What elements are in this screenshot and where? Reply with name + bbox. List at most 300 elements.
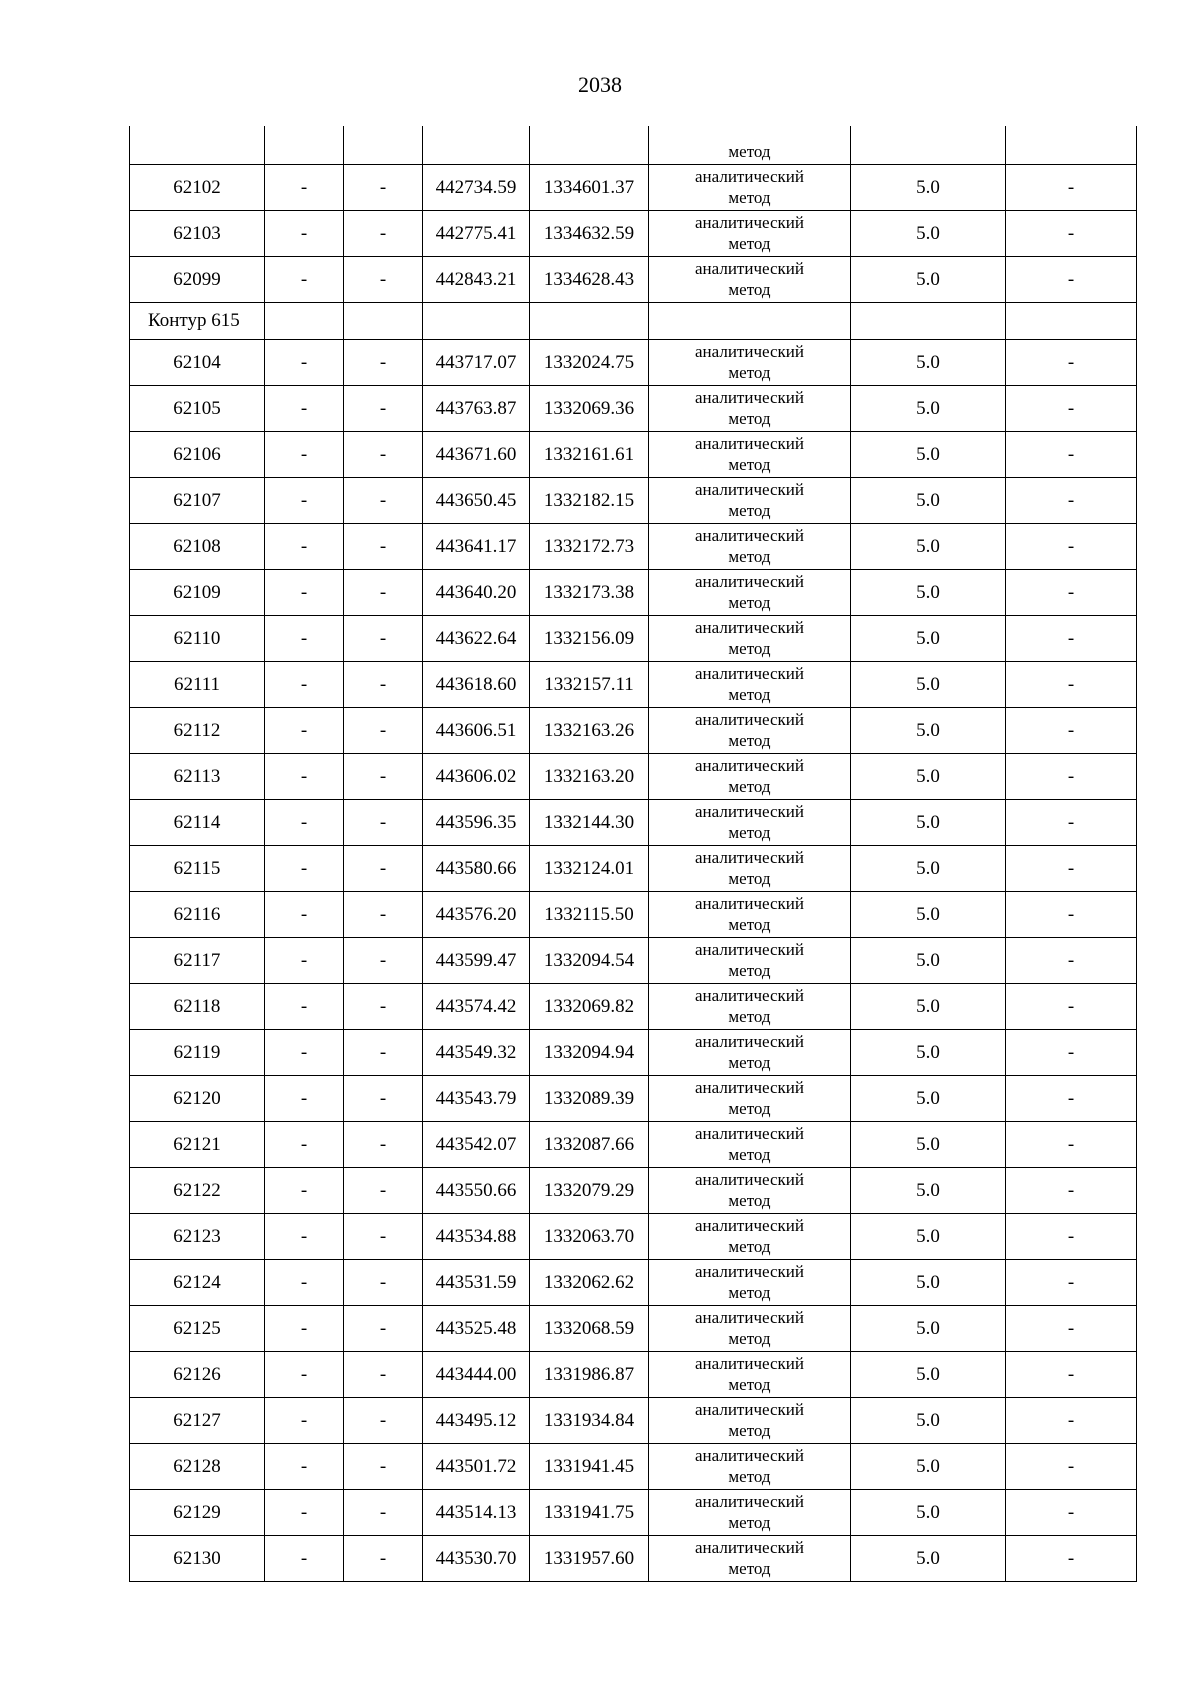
cell-empty xyxy=(1006,302,1137,339)
table-row xyxy=(130,431,1137,477)
cell-accuracy: 5.0 xyxy=(851,164,1006,210)
cell-col2: - xyxy=(265,523,344,569)
cell-method xyxy=(649,1351,851,1397)
cell-col2: - xyxy=(265,983,344,1029)
cell-point-id: 62130 xyxy=(130,1535,265,1581)
cell-col8: - xyxy=(1006,1167,1137,1213)
cell-x: 443596.35 xyxy=(423,799,530,845)
method-line-2: метод xyxy=(728,280,771,299)
cell-method xyxy=(649,1075,851,1121)
cell-method xyxy=(649,753,851,799)
cell-col2: - xyxy=(265,569,344,615)
cell-accuracy: 5.0 xyxy=(851,1489,1006,1535)
cell-y: 1334628.43 xyxy=(530,256,649,302)
table-row xyxy=(130,1535,1137,1581)
cell-y: 1332062.62 xyxy=(530,1259,649,1305)
method-line-1: аналитический xyxy=(695,940,804,959)
method-line-1: аналитический xyxy=(695,710,804,729)
cell-col2: - xyxy=(265,615,344,661)
table-row xyxy=(130,615,1137,661)
cell-col8: - xyxy=(1006,1121,1137,1167)
cell-x: 443550.66 xyxy=(423,1167,530,1213)
cell-col8: - xyxy=(1006,385,1137,431)
cell-col8: - xyxy=(1006,569,1137,615)
method-line-2: метод xyxy=(728,685,771,704)
cell-point-id: 62127 xyxy=(130,1397,265,1443)
cell-empty xyxy=(1006,126,1137,164)
cell-col2: - xyxy=(265,1443,344,1489)
method-line-1: аналитический xyxy=(695,618,804,637)
cell-y: 1332172.73 xyxy=(530,523,649,569)
cell-y: 1332163.20 xyxy=(530,753,649,799)
cell-col2: - xyxy=(265,477,344,523)
cell-method: метод xyxy=(649,126,851,164)
cell-y: 1332079.29 xyxy=(530,1167,649,1213)
cell-accuracy: 5.0 xyxy=(851,477,1006,523)
cell-col3: - xyxy=(344,1213,423,1259)
cell-y: 1332069.82 xyxy=(530,983,649,1029)
table-row xyxy=(130,1397,1137,1443)
cell-method xyxy=(649,937,851,983)
cell-col3: - xyxy=(344,339,423,385)
cell-col3: - xyxy=(344,477,423,523)
method-line-1: аналитический xyxy=(695,1492,804,1511)
cell-accuracy: 5.0 xyxy=(851,661,1006,707)
method-line-2: метод xyxy=(728,639,771,658)
cell-x: 443622.64 xyxy=(423,615,530,661)
method-line-1: аналитический xyxy=(695,1170,804,1189)
method-line-1: аналитический xyxy=(695,1400,804,1419)
cell-col8: - xyxy=(1006,1213,1137,1259)
cell-y: 1332144.30 xyxy=(530,799,649,845)
table-row xyxy=(130,477,1137,523)
cell-col2: - xyxy=(265,1121,344,1167)
cell-method xyxy=(649,477,851,523)
method-line-1: аналитический xyxy=(695,1308,804,1327)
cell-x: 443530.70 xyxy=(423,1535,530,1581)
cell-col8: - xyxy=(1006,891,1137,937)
cell-col3: - xyxy=(344,707,423,753)
cell-y: 1332161.61 xyxy=(530,431,649,477)
cell-method xyxy=(649,1259,851,1305)
table-row xyxy=(130,339,1137,385)
method-line-2: метод xyxy=(728,593,771,612)
cell-empty xyxy=(649,302,851,339)
table-row xyxy=(130,891,1137,937)
cell-col8: - xyxy=(1006,1351,1137,1397)
cell-method xyxy=(649,983,851,1029)
cell-empty xyxy=(851,302,1006,339)
cell-y: 1332173.38 xyxy=(530,569,649,615)
method-line-1: аналитический xyxy=(695,1538,804,1557)
cell-col8: - xyxy=(1006,661,1137,707)
cell-accuracy: 5.0 xyxy=(851,256,1006,302)
method-line-1: аналитический xyxy=(695,259,804,278)
method-line-2: метод xyxy=(728,1421,771,1440)
cell-point-id: 62119 xyxy=(130,1029,265,1075)
cell-accuracy: 5.0 xyxy=(851,1443,1006,1489)
cell-empty xyxy=(344,302,423,339)
cell-method xyxy=(649,845,851,891)
cell-col3: - xyxy=(344,431,423,477)
cell-col3: - xyxy=(344,385,423,431)
cell-col2: - xyxy=(265,845,344,891)
cell-col2: - xyxy=(265,1535,344,1581)
cell-col8: - xyxy=(1006,1259,1137,1305)
cell-x: 443640.20 xyxy=(423,569,530,615)
cell-point-id: 62118 xyxy=(130,983,265,1029)
cell-x: 443717.07 xyxy=(423,339,530,385)
coordinates-table xyxy=(129,126,1137,1582)
table-row xyxy=(130,983,1137,1029)
cell-col3: - xyxy=(344,1351,423,1397)
cell-col3: - xyxy=(344,1535,423,1581)
cell-col8: - xyxy=(1006,523,1137,569)
page-number: 2038 xyxy=(578,72,622,97)
cell-empty xyxy=(530,126,649,164)
cell-col2: - xyxy=(265,891,344,937)
cell-col3: - xyxy=(344,661,423,707)
cell-y: 1332094.54 xyxy=(530,937,649,983)
method-line-1: аналитический xyxy=(695,802,804,821)
cell-accuracy: 5.0 xyxy=(851,983,1006,1029)
cell-col3: - xyxy=(344,937,423,983)
cell-y: 1332094.94 xyxy=(530,1029,649,1075)
cell-col3: - xyxy=(344,523,423,569)
cell-accuracy: 5.0 xyxy=(851,799,1006,845)
cell-col8: - xyxy=(1006,477,1137,523)
method-line-2: метод xyxy=(728,501,771,520)
cell-y: 1332115.50 xyxy=(530,891,649,937)
cell-accuracy: 5.0 xyxy=(851,615,1006,661)
cell-x: 443599.47 xyxy=(423,937,530,983)
cell-y: 1332157.11 xyxy=(530,661,649,707)
method-line-2: метод xyxy=(728,1053,771,1072)
cell-method xyxy=(649,1029,851,1075)
cell-col2: - xyxy=(265,1075,344,1121)
cell-accuracy: 5.0 xyxy=(851,1259,1006,1305)
cell-method xyxy=(649,1443,851,1489)
contour-label: Контур 615 xyxy=(130,302,265,339)
table-row xyxy=(130,1121,1137,1167)
cell-x: 443543.79 xyxy=(423,1075,530,1121)
cell-method xyxy=(649,1121,851,1167)
table-row xyxy=(130,523,1137,569)
cell-col8: - xyxy=(1006,431,1137,477)
cell-x: 442734.59 xyxy=(423,164,530,210)
table-row xyxy=(130,256,1137,302)
method-line-2: метод xyxy=(728,455,771,474)
cell-y: 1334601.37 xyxy=(530,164,649,210)
cell-x: 443501.72 xyxy=(423,1443,530,1489)
cell-y: 1332156.09 xyxy=(530,615,649,661)
cell-accuracy: 5.0 xyxy=(851,1397,1006,1443)
cell-y: 1332068.59 xyxy=(530,1305,649,1351)
cell-col8: - xyxy=(1006,753,1137,799)
cell-x: 443574.42 xyxy=(423,983,530,1029)
table-row xyxy=(130,1213,1137,1259)
cell-method xyxy=(649,1535,851,1581)
cell-point-id: 62107 xyxy=(130,477,265,523)
table-row xyxy=(130,210,1137,256)
table-row xyxy=(130,753,1137,799)
cell-y: 1332089.39 xyxy=(530,1075,649,1121)
cell-y: 1332182.15 xyxy=(530,477,649,523)
cell-point-id: 62123 xyxy=(130,1213,265,1259)
cell-x: 443576.20 xyxy=(423,891,530,937)
method-line-1: аналитический xyxy=(695,894,804,913)
cell-point-id: 62129 xyxy=(130,1489,265,1535)
cell-accuracy: 5.0 xyxy=(851,1351,1006,1397)
cell-col2: - xyxy=(265,164,344,210)
cell-empty xyxy=(265,302,344,339)
method-line-1: аналитический xyxy=(695,1124,804,1143)
cell-method xyxy=(649,891,851,937)
table-row xyxy=(130,385,1137,431)
cell-col2: - xyxy=(265,256,344,302)
cell-y: 1332124.01 xyxy=(530,845,649,891)
method-line-2: метод xyxy=(728,363,771,382)
method-line-2: метод xyxy=(728,1559,771,1578)
cell-x: 443641.17 xyxy=(423,523,530,569)
table-row xyxy=(130,1351,1137,1397)
table-row xyxy=(130,1489,1137,1535)
cell-col8: - xyxy=(1006,1489,1137,1535)
cell-point-id: 62104 xyxy=(130,339,265,385)
cell-col8: - xyxy=(1006,1397,1137,1443)
method-line-1: аналитический xyxy=(695,342,804,361)
method-line-2: метод xyxy=(728,869,771,888)
cell-col8: - xyxy=(1006,1535,1137,1581)
cell-method xyxy=(649,569,851,615)
cell-accuracy: 5.0 xyxy=(851,1121,1006,1167)
cell-method xyxy=(649,707,851,753)
table-row xyxy=(130,1167,1137,1213)
cell-col3: - xyxy=(344,1489,423,1535)
cell-accuracy: 5.0 xyxy=(851,1535,1006,1581)
method-line-1: аналитический xyxy=(695,388,804,407)
cell-col3: - xyxy=(344,799,423,845)
cell-point-id: 62121 xyxy=(130,1121,265,1167)
method-line-1: аналитический xyxy=(695,572,804,591)
cell-col8: - xyxy=(1006,937,1137,983)
cell-col8: - xyxy=(1006,799,1137,845)
cell-col3: - xyxy=(344,1305,423,1351)
method-line-1: аналитический xyxy=(695,848,804,867)
cell-point-id: 62103 xyxy=(130,210,265,256)
method-line-2: метод xyxy=(728,1329,771,1348)
cell-accuracy: 5.0 xyxy=(851,385,1006,431)
table-row xyxy=(130,569,1137,615)
cell-method xyxy=(649,1167,851,1213)
cell-x: 443580.66 xyxy=(423,845,530,891)
cell-method xyxy=(649,1305,851,1351)
method-line-1: аналитический xyxy=(695,167,804,186)
cell-col2: - xyxy=(265,1213,344,1259)
cell-col8: - xyxy=(1006,1443,1137,1489)
cell-point-id: 62125 xyxy=(130,1305,265,1351)
method-line-1: аналитический xyxy=(695,1032,804,1051)
method-line-2: метод xyxy=(728,547,771,566)
method-line-2: метод xyxy=(728,409,771,428)
cell-accuracy: 5.0 xyxy=(851,1075,1006,1121)
cell-x: 443549.32 xyxy=(423,1029,530,1075)
method-line-1: аналитический xyxy=(695,664,804,683)
cell-col3: - xyxy=(344,569,423,615)
cell-col8: - xyxy=(1006,1305,1137,1351)
cell-point-id: 62108 xyxy=(130,523,265,569)
cell-x: 443606.02 xyxy=(423,753,530,799)
table-row xyxy=(130,164,1137,210)
cell-col2: - xyxy=(265,1305,344,1351)
cell-empty xyxy=(530,302,649,339)
table-row xyxy=(130,1029,1137,1075)
method-line-1: аналитический xyxy=(695,756,804,775)
cell-point-id: 62113 xyxy=(130,753,265,799)
cell-col8: - xyxy=(1006,1075,1137,1121)
cell-col3: - xyxy=(344,1121,423,1167)
cell-empty xyxy=(423,126,530,164)
table-row xyxy=(130,1259,1137,1305)
cell-col3: - xyxy=(344,1075,423,1121)
cell-col2: - xyxy=(265,210,344,256)
cell-method xyxy=(649,661,851,707)
cell-col8: - xyxy=(1006,210,1137,256)
method-line-1: аналитический xyxy=(695,1354,804,1373)
cell-accuracy: 5.0 xyxy=(851,937,1006,983)
cell-col2: - xyxy=(265,1489,344,1535)
cell-point-id: 62116 xyxy=(130,891,265,937)
cell-point-id: 62126 xyxy=(130,1351,265,1397)
method-line-2: метод xyxy=(728,1283,771,1302)
cell-method xyxy=(649,339,851,385)
method-line-1: аналитический xyxy=(695,1446,804,1465)
cell-point-id: 62114 xyxy=(130,799,265,845)
table-row xyxy=(130,799,1137,845)
cell-empty xyxy=(344,126,423,164)
cell-method xyxy=(649,164,851,210)
cell-col2: - xyxy=(265,799,344,845)
cell-method xyxy=(649,523,851,569)
cell-y: 1332087.66 xyxy=(530,1121,649,1167)
cell-point-id: 62112 xyxy=(130,707,265,753)
cell-point-id: 62106 xyxy=(130,431,265,477)
method-line-2: метод xyxy=(728,234,771,253)
method-line-1: аналитический xyxy=(695,526,804,545)
cell-method xyxy=(649,1397,851,1443)
method-line-1: аналитический xyxy=(695,434,804,453)
cell-point-id: 62105 xyxy=(130,385,265,431)
cell-col3: - xyxy=(344,891,423,937)
cell-col3: - xyxy=(344,1167,423,1213)
cell-y: 1331941.75 xyxy=(530,1489,649,1535)
cell-accuracy: 5.0 xyxy=(851,1167,1006,1213)
cell-x: 443525.48 xyxy=(423,1305,530,1351)
cell-x: 443534.88 xyxy=(423,1213,530,1259)
cell-col3: - xyxy=(344,615,423,661)
cell-accuracy: 5.0 xyxy=(851,1305,1006,1351)
cell-empty xyxy=(851,126,1006,164)
cell-point-id: 62124 xyxy=(130,1259,265,1305)
cell-point-id: 62117 xyxy=(130,937,265,983)
cell-col3: - xyxy=(344,1443,423,1489)
cell-point-id: 62128 xyxy=(130,1443,265,1489)
cell-x: 443671.60 xyxy=(423,431,530,477)
cell-y: 1331986.87 xyxy=(530,1351,649,1397)
method-line-2: метод xyxy=(728,188,771,207)
cell-col2: - xyxy=(265,1259,344,1305)
cell-method xyxy=(649,1489,851,1535)
method-line-1: аналитический xyxy=(695,213,804,232)
method-line-1: аналитический xyxy=(695,1262,804,1281)
cell-col8: - xyxy=(1006,845,1137,891)
cell-col3: - xyxy=(344,210,423,256)
cell-accuracy: 5.0 xyxy=(851,569,1006,615)
method-line-1: аналитический xyxy=(695,480,804,499)
cell-point-id: 62109 xyxy=(130,569,265,615)
cell-method xyxy=(649,799,851,845)
cell-x: 442843.21 xyxy=(423,256,530,302)
cell-x: 443606.51 xyxy=(423,707,530,753)
method-line-2: метод xyxy=(728,1099,771,1118)
cell-y: 1332163.26 xyxy=(530,707,649,753)
cell-accuracy: 5.0 xyxy=(851,431,1006,477)
method-line-1: аналитический xyxy=(695,1078,804,1097)
cell-col3: - xyxy=(344,1397,423,1443)
table-row xyxy=(130,707,1137,753)
cell-y: 1331934.84 xyxy=(530,1397,649,1443)
method-line-2: метод xyxy=(728,961,771,980)
cell-y: 1331941.45 xyxy=(530,1443,649,1489)
cell-accuracy: 5.0 xyxy=(851,753,1006,799)
method-line-2: метод xyxy=(728,1237,771,1256)
cell-col3: - xyxy=(344,256,423,302)
table-row xyxy=(130,845,1137,891)
cell-col2: - xyxy=(265,1029,344,1075)
table-row xyxy=(130,1443,1137,1489)
cell-accuracy: 5.0 xyxy=(851,523,1006,569)
cell-empty xyxy=(265,126,344,164)
cell-x: 443618.60 xyxy=(423,661,530,707)
cell-col2: - xyxy=(265,339,344,385)
cell-col2: - xyxy=(265,753,344,799)
cell-col3: - xyxy=(344,164,423,210)
table-body xyxy=(130,126,1137,1581)
cell-point-id: 62122 xyxy=(130,1167,265,1213)
cell-x: 443650.45 xyxy=(423,477,530,523)
cell-x: 443763.87 xyxy=(423,385,530,431)
contour-row xyxy=(130,302,1137,339)
cell-x: 443531.59 xyxy=(423,1259,530,1305)
cell-empty xyxy=(423,302,530,339)
cell-col8: - xyxy=(1006,983,1137,1029)
table-row xyxy=(130,937,1137,983)
method-line-2: метод xyxy=(728,1191,771,1210)
method-line-2: метод xyxy=(728,777,771,796)
cell-col8: - xyxy=(1006,1029,1137,1075)
cell-accuracy: 5.0 xyxy=(851,891,1006,937)
cell-y: 1332063.70 xyxy=(530,1213,649,1259)
cell-col2: - xyxy=(265,707,344,753)
cell-method xyxy=(649,210,851,256)
table-row xyxy=(130,661,1137,707)
cell-point-id: 62110 xyxy=(130,615,265,661)
method-line-1: аналитический xyxy=(695,1216,804,1235)
cell-point-id: 62102 xyxy=(130,164,265,210)
cell-x: 443495.12 xyxy=(423,1397,530,1443)
cell-col2: - xyxy=(265,1397,344,1443)
cell-col2: - xyxy=(265,1167,344,1213)
